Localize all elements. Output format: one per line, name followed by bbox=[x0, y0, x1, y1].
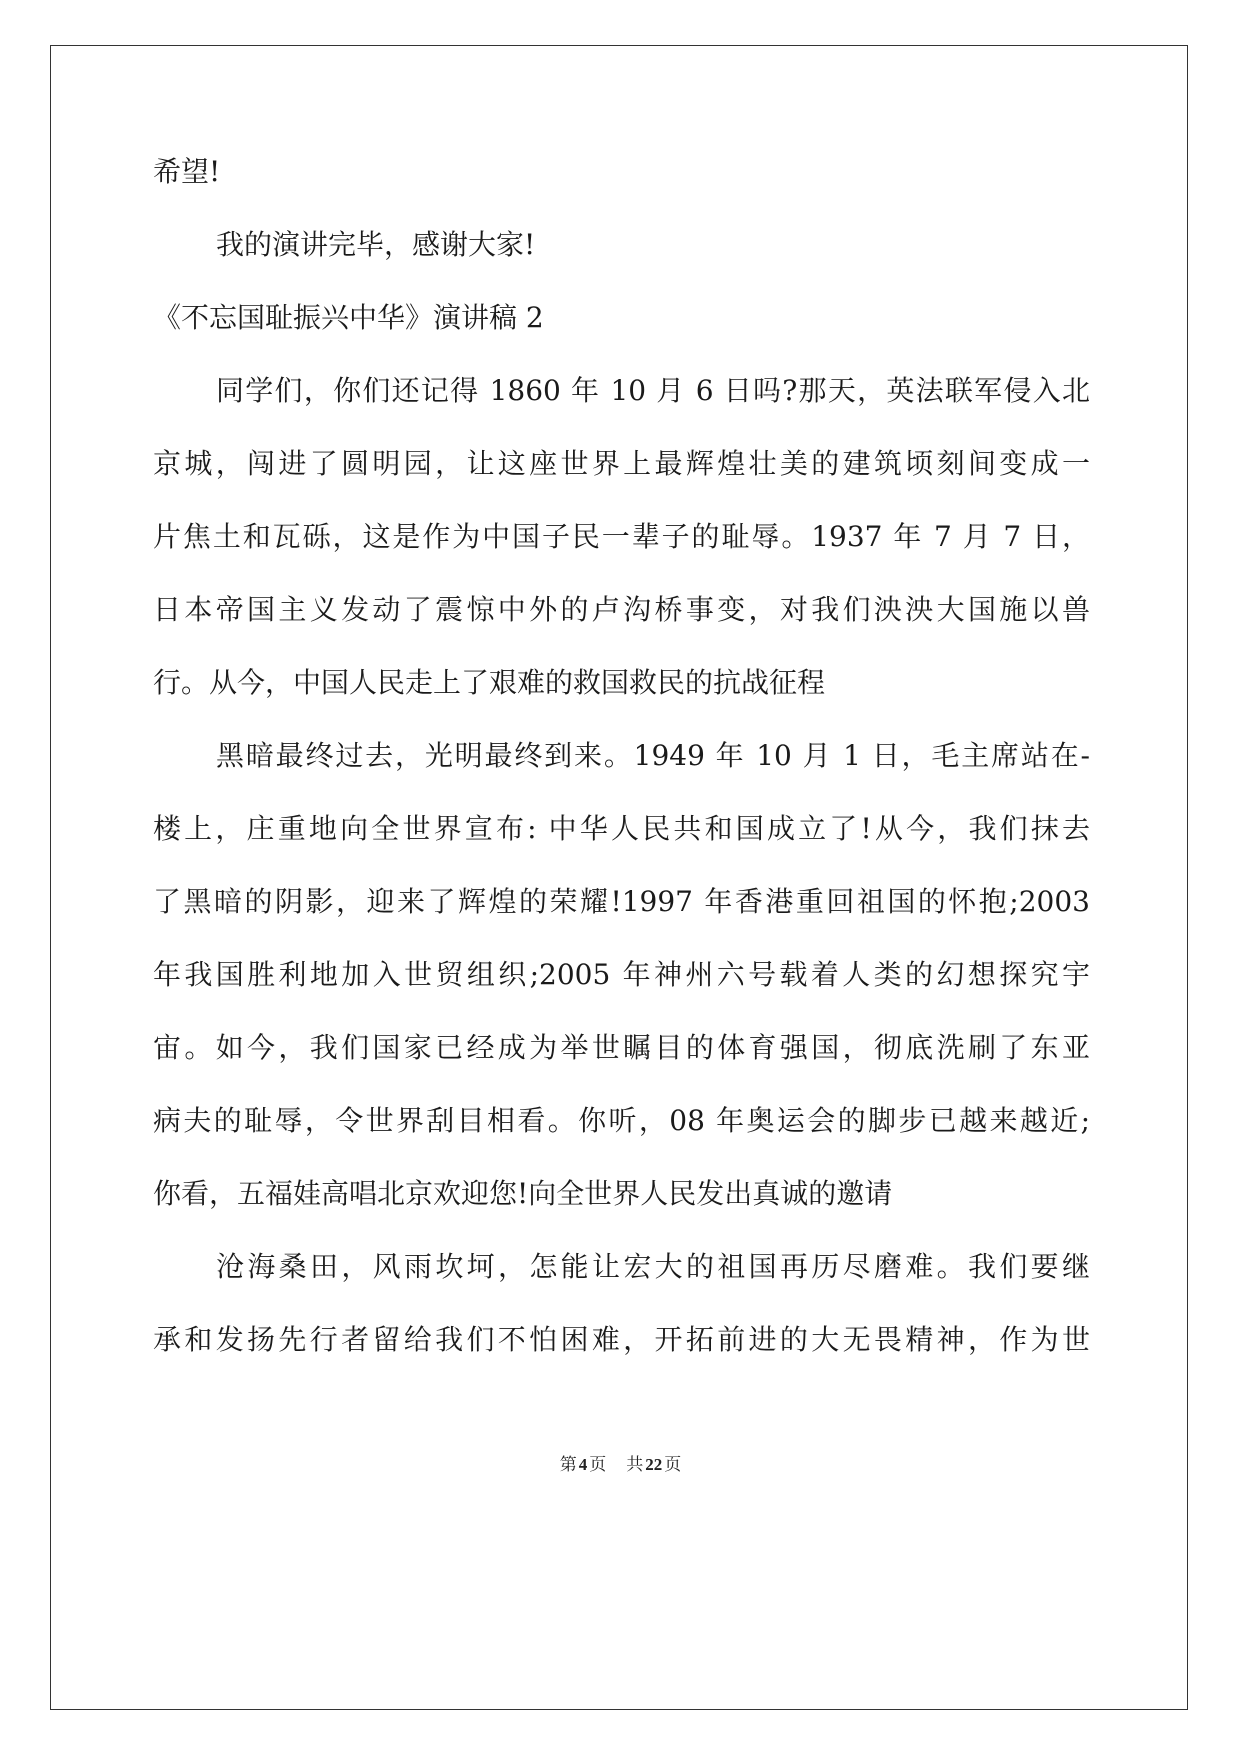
section-title: 《不忘国耻振兴中华》演讲稿 2 bbox=[153, 301, 544, 334]
page-suffix: 页 bbox=[589, 1455, 607, 1474]
total-pages: 22 bbox=[645, 1455, 663, 1474]
page-prefix: 第 bbox=[559, 1455, 577, 1474]
text-line: 黑暗最终过去，光明最终到来。1949 年 10 月 1 日，毛主席站在- bbox=[216, 739, 1090, 772]
text-line: 宙。如今，我们国家已经成为举世瞩目的体育强国，彻底洗刷了东亚 bbox=[153, 1031, 1090, 1064]
text-line: 沧海桑田，风雨坎坷，怎能让宏大的祖国再历尽磨难。我们要继 bbox=[216, 1250, 1090, 1283]
text-line: 同学们，你们还记得 1860 年 10 月 6 日吗?那天，英法联军侵入北 bbox=[216, 374, 1090, 407]
text-line: 你看，五福娃高唱北京欢迎您!向全世界人民发出真诚的邀请 bbox=[153, 1177, 893, 1210]
text-line: 承和发扬先行者留给我们不怕困难，开拓前进的大无畏精神，作为世 bbox=[153, 1323, 1090, 1356]
page-number: 4 bbox=[578, 1455, 588, 1474]
text-line: 病夫的耻辱，令世界刮目相看。你听，08 年奥运会的脚步已越来越近; bbox=[153, 1104, 1090, 1137]
page-footer bbox=[0, 1452, 1241, 1478]
total-prefix: 共 bbox=[626, 1455, 644, 1474]
text-line: 片焦土和瓦砾，这是作为中国子民一辈子的耻辱。1937 年 7 月 7 日， bbox=[153, 520, 1090, 553]
text-line: 行。从今，中国人民走上了艰难的救国救民的抗战征程 bbox=[153, 666, 826, 699]
total-suffix: 页 bbox=[664, 1455, 682, 1474]
text-line: 年我国胜利地加入世贸组织;2005 年神州六号载着人类的幻想探究宇 bbox=[153, 958, 1090, 991]
text-line: 了黑暗的阴影，迎来了辉煌的荣耀!1997 年香港重回祖国的怀抱;2003 bbox=[153, 885, 1090, 918]
text-line: 日本帝国主义发动了震惊中外的卢沟桥事变，对我们泱泱大国施以兽 bbox=[153, 593, 1090, 626]
text-line: 楼上，庄重地向全世界宣布: 中华人民共和国成立了!从今，我们抹去 bbox=[153, 812, 1090, 845]
text-line: 我的演讲完毕，感谢大家! bbox=[216, 228, 536, 261]
text-line: 京城，闯进了圆明园，让这座世界上最辉煌壮美的建筑顷刻间变成一 bbox=[153, 447, 1090, 480]
text-line: 希望! bbox=[153, 155, 221, 188]
